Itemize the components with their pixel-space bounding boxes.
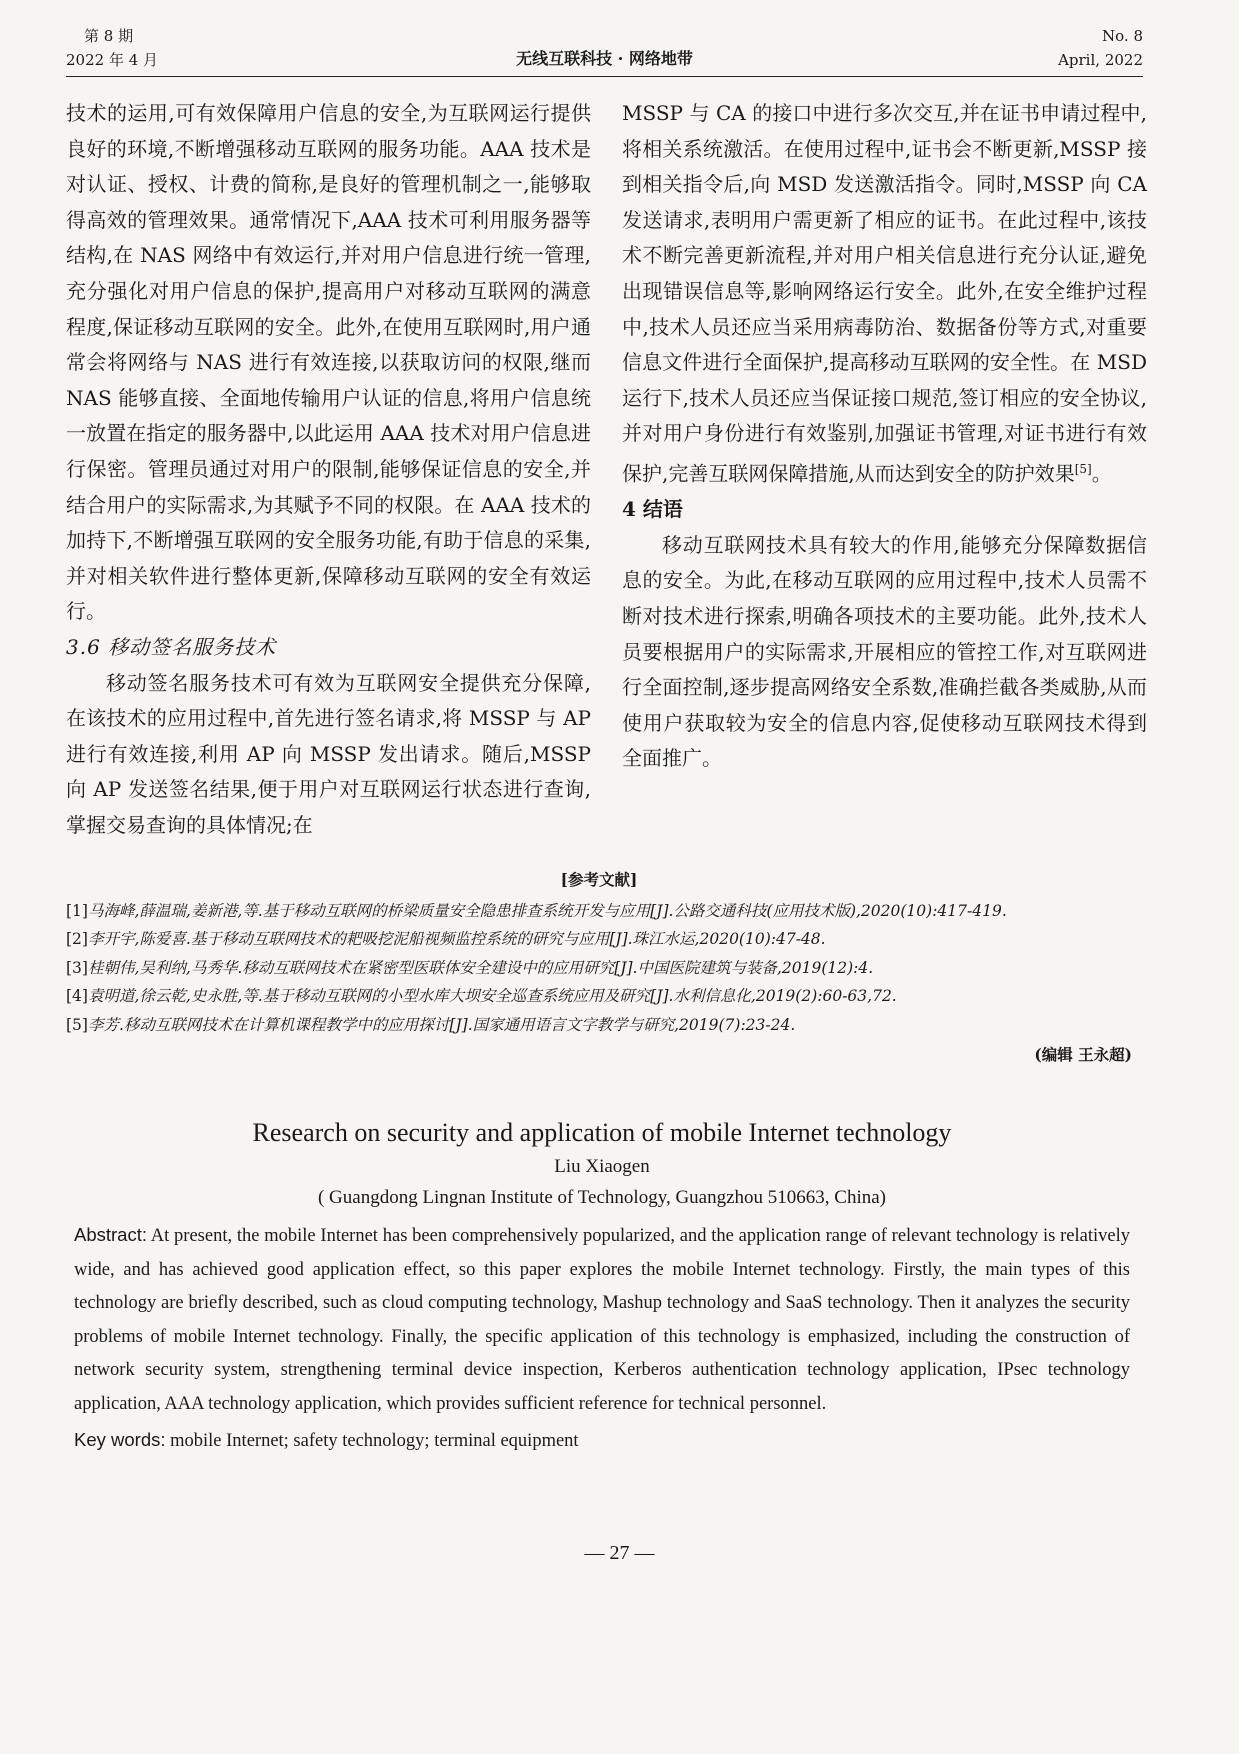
keywords-text: mobile Internet; safety technology; terminal equipment [170,1431,579,1451]
section-heading-3-6: 3.6 移动签名服务技术 [66,634,277,659]
reference-number: [1] [66,901,88,920]
body-text-end: 。 [1091,461,1112,486]
body-text: MSSP 与 CA 的接口中进行多次交互,并在证书申请过程中,将相关系统激活。在使用过程中,证书会不断更新,MSSP 接到相关指令后,向 MSD 发送激活指令。同时,MSSP 向 CA 发送请求,表明用户需更新了相应的证书。在此过程中,该技术不断完善更新流程,并对用户相关信息进行充分认证,避免出现错误信息等,影响网络运行安全。此外,在安全维护过程中,技术人员还应当采用病毒防治、数据备份等方式,对重要信息文件进行全面保护,提高移动互联网的安全性。在 MSD 运行下,技术人员还应当保证接口规范,签订相应的安全协议,并对用户身份进行有效鉴别,加强证书管理,对证书进行有效保护,完善互联网保障措施,从而达到安全的防护效果 [622,101,1147,486]
reference-text: 马海峰,薛温瑞,姜新港,等.基于移动互联网的桥梁质量安全隐患排查系统开发与应用[J].公路交通科技(应用技术版),2020(10):417-419. [87,901,1007,920]
reference-number: [5] [66,1015,88,1034]
reference-number: [4] [66,987,88,1005]
body-paragraph [622,96,1147,492]
reference-item [66,897,1132,926]
english-title: Research on security and application of mobile Internet technology [252,1118,952,1147]
english-abstract-block [74,1114,1130,1458]
keywords-label: Key words: [74,1429,166,1450]
left-column [66,96,591,843]
page-number: — 27 — [584,1542,655,1564]
body-paragraph: 技术的运用,可有效保障用户信息的安全,为互联网运行提供良好的环境,不断增强移动互联网的服务功能。AAA 技术是对认证、授权、计费的简称,是良好的管理机制之一,能够取得高效的管理效果。通常情况下,AAA 技术可利用服务器等结构,在 NAS 网络中有效运行,并对用户信息进行统一管理,充分强化对用户信息的保护,提高用户对移动互联网的满意程度,保证移动互联网的安全。此外,在使用互联网时,用户通常会将网络与 NAS 进行有效连接,以获取访问的权限,继而 NAS 能够直接、全面地传输用户认证的信息,将用户信息统一放置在指定的服务器中,以此运用 AAA 技术对用户信息进行保密。管理员通过对用户的限制,能够保证信息的安全,并结合用户的实际需求,为其赋予不同的权限。在 AAA 技术的加持下,不断增强互联网的安全服务功能,有助于信息的采集,并对相关软件进行整体更新,保障移动互联网的安全有效运行。 [66,101,591,624]
header-issue-cn: 第 8 期 [84,27,134,45]
section-heading-4: 4 结语 [622,497,683,522]
reference-text: 李开宇,陈爱喜.基于移动互联网技术的耙吸挖泥船视频监控系统的研究与应用[J].珠江水运,2020(10):47-48. [87,930,826,948]
editor-credit: (编辑 王永超) [1034,1045,1132,1064]
body-paragraph: 移动签名服务技术可有效为互联网安全提供充分保障,在该技术的应用过程中,首先进行签名请求,将 MSSP 与 AP 进行有效连接,利用 AP 向 MSSP 发出请求。随后,MSSP 向 AP 发送签名结果,便于用户对互联网运行状态进行查询,掌握交易查询的具体情况;在 [66,670,591,837]
references-section [66,866,1132,1070]
english-author: Liu Xiaogen [554,1156,650,1177]
citation-marker: [5] [1074,461,1092,476]
english-affiliation: ( Guangdong Lingnan Institute of Technology, Guangzhou 510663, China) [317,1187,887,1208]
reference-item [66,982,1132,1011]
header-issue-en: No. 8 [1102,27,1143,45]
right-column [622,96,1147,777]
abstract-label: Abstract: [74,1224,147,1245]
reference-item [66,954,1132,983]
body-paragraph: 移动互联网技术具有较大的作用,能够充分保障数据信息的安全。为此,在移动互联网的应用过程中,技术人员需不断对技术进行探索,明确各项技术的主要功能。此外,技术人员要根据用户的实际需求,开展相应的管控工作,对互联网进行全面控制,逐步提高网络安全系数,准确拦截各类威胁,从而使用户获取较为安全的信息内容,促使移动互联网技术得到全面推广。 [622,532,1147,771]
references-title: [参考文献] [560,870,638,889]
reference-text: 袁明道,徐云乾,史永胜,等.基于移动互联网的小型水库大坝安全巡查系统应用及研究[J].水利信息化,2019(2):60-63,72. [87,987,897,1005]
reference-number: [3] [66,958,88,977]
reference-number: [2] [66,930,88,948]
header-journal-name: 无线互联科技 · 网络地带 [516,49,693,68]
abstract-text: At present, the mobile Internet has been comprehensively popularized, and the application range of relevant technology is relatively wide, and has achieved good application effect, so this paper explores the mobile Internet technology. Firstly, the main types of this technology are briefly described, such as cloud computing technology, Mashup technology and SaaS technology. Then it analyzes the security problems of mobile Internet technology. Finally, the specific application of this technology is emphasized, including the construction of network security system, strengthening terminal device inspection, Kerberos authentication technology application, IPsec technology application, AAA technology application, which provides sufficient reference for technical personnel. [74,1226,1130,1414]
reference-item [66,1011,1132,1040]
running-header [66,24,1143,77]
reference-item [66,925,1132,954]
header-date-en: April, 2022 [1058,51,1143,69]
reference-text: 李芳.移动互联网技术在计算机课程教学中的应用探讨[J].国家通用语言文字教学与研究,2019(7):23-24. [87,1015,796,1034]
header-right [1058,24,1143,72]
english-keywords [74,1423,1130,1458]
english-abstract [74,1218,1130,1421]
reference-text: 桂朝伟,吴利纳,马秀华.移动互联网技术在紧密型医联体安全建设中的应用研究[J].中国医院建筑与装备,2019(12):4. [87,958,874,977]
header-date-cn: 2022 年 4 月 [66,51,159,69]
